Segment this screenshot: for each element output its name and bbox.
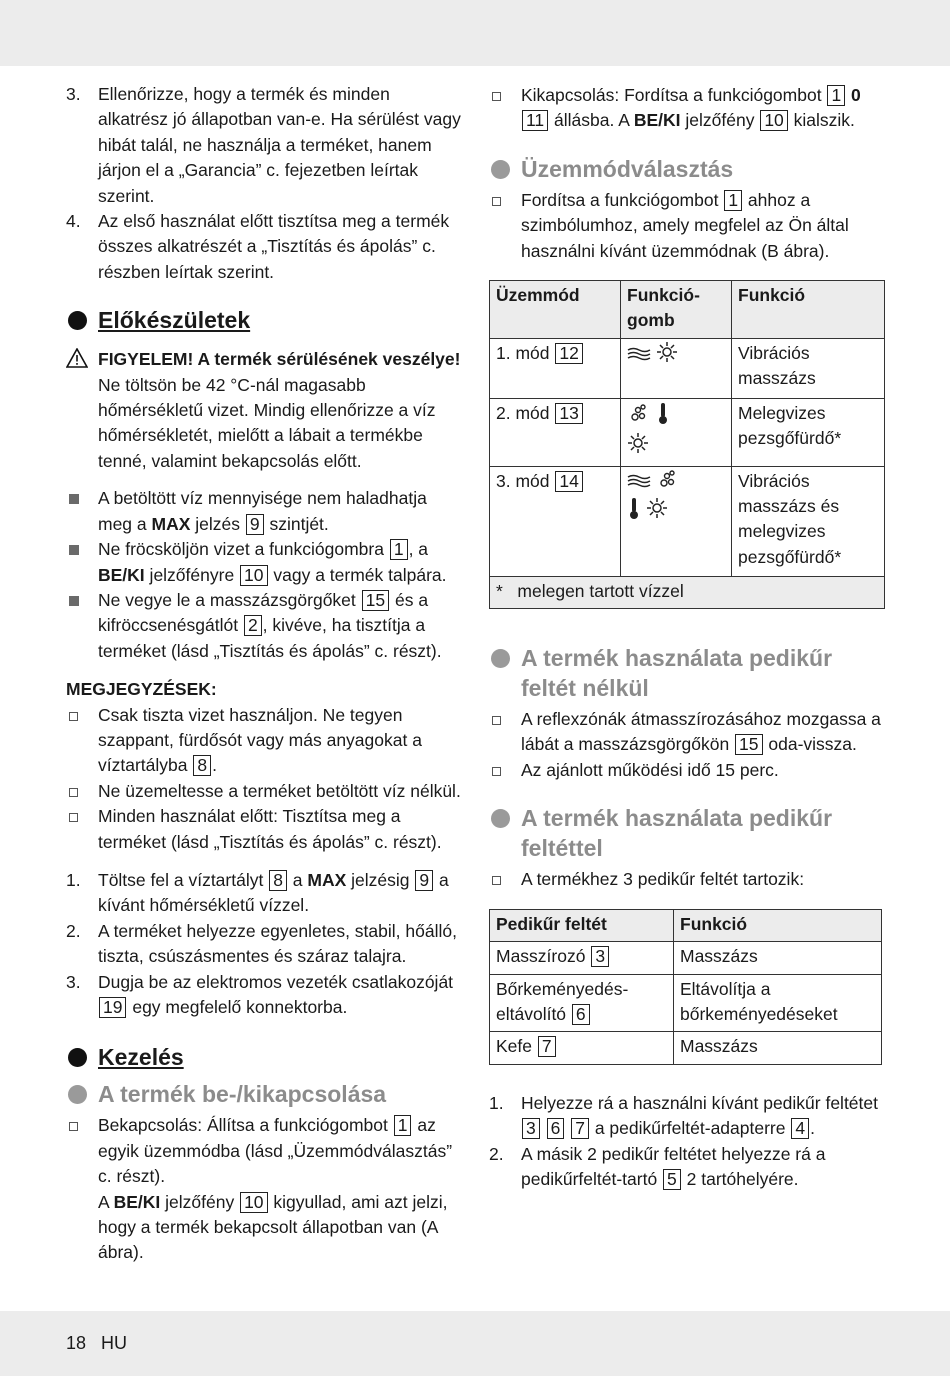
text: az egyik üzemmódba (lásd „Üzemmódválasztás” c. részt). <box>98 1115 453 1187</box>
part-number: 13 <box>555 403 582 424</box>
part-number: 14 <box>555 471 582 492</box>
page-number-value: 18 <box>66 1333 87 1353</box>
list-item <box>489 1091 885 1142</box>
checkbox-bullet-icon <box>69 788 78 797</box>
table-row <box>490 398 885 466</box>
checkbox-bullet-icon <box>492 197 501 206</box>
text: , a <box>408 539 429 560</box>
table-cell <box>621 398 732 466</box>
step-text: Ellenőrizze, hogy a termék és minden alkatrész jó állapotban van-e. Ha sérülést vagy hibát talál, ne használja a terméket, hanem járjon el a „Garancia” c. fejezetben leírtak szerint. <box>98 84 461 206</box>
checkbox-bullet-icon <box>69 813 78 822</box>
part-number: 1 <box>724 190 742 211</box>
list-item <box>489 758 885 783</box>
table-cell <box>490 974 674 1032</box>
text: Bekapcsolás: Állítsa a funkciógombot <box>98 1115 393 1136</box>
section-heading-use-without <box>489 643 885 703</box>
table-cell: Vibrációs masszázs és melegvizes pezsgőfürdő* <box>732 466 885 576</box>
checkbox-bullet-icon <box>69 712 78 721</box>
list-item <box>66 779 464 804</box>
table-header: Funkció <box>674 909 882 941</box>
part-number: 7 <box>571 1118 589 1139</box>
warning-triangle-icon <box>66 348 88 375</box>
pedicure-table <box>489 909 882 1065</box>
table-cell: Masszázs <box>674 942 882 974</box>
list-item <box>66 486 464 537</box>
table-header: Funkció-gomb <box>621 281 732 339</box>
list-item <box>66 1113 464 1265</box>
text: a kívánt hőmérsékletű vízzel. <box>98 869 449 916</box>
section-heading-operation <box>66 1042 464 1072</box>
text: ahhoz a szimbólumhoz, amely megfelel az Ön által használni kívánt üzemmódnak (B ábra). <box>521 189 849 261</box>
part-number: 10 <box>240 565 267 586</box>
square-bullet-icon <box>69 545 79 555</box>
text: szintjét. <box>264 513 329 534</box>
list-item <box>66 588 464 664</box>
list-item <box>66 703 464 779</box>
table-header-row <box>490 281 885 339</box>
part-number: 3 <box>522 1118 540 1139</box>
text: Csak tiszta vizet használjon. Ne tegyen szappant, fürdősót vagy más anyagokat a víztartályba <box>98 704 422 776</box>
bold-text: 0 <box>851 85 861 105</box>
part-number: 11 <box>522 110 548 131</box>
step-number: 4. <box>66 211 81 232</box>
part-number: 19 <box>99 997 126 1018</box>
text: Az ajánlott működési idő 15 perc. <box>521 759 779 780</box>
list-item <box>489 188 885 264</box>
list-item <box>66 209 464 285</box>
list-item <box>66 82 464 209</box>
text: Ne vegye le a masszázsgörgőket <box>98 589 361 610</box>
text: jelzőfény <box>160 1191 240 1212</box>
step-text: Az első használat előtt tisztítsa meg a termék összes alkatrészét a „Tisztítás és ápolás” c. részben leírtak szerint. <box>98 211 450 282</box>
square-bullet-icon <box>69 494 79 504</box>
table-row <box>490 338 885 398</box>
light-icon <box>627 432 649 461</box>
text: A <box>98 1191 114 1212</box>
checkbox-bullet-icon <box>492 767 501 776</box>
text: jelzőfény <box>680 110 760 131</box>
bullet-dot-icon <box>491 649 510 668</box>
bubbles-icon <box>627 403 651 430</box>
table-cell: Vibrációs masszázs <box>732 338 885 398</box>
table-header-row <box>490 909 882 941</box>
list-item <box>66 970 464 1021</box>
list-item <box>66 537 464 588</box>
text: egy megfelelő konnektorba. <box>127 997 348 1017</box>
step-number: 2. <box>66 920 81 941</box>
part-number: 6 <box>547 1118 565 1139</box>
heading-text: Kezelés <box>98 1044 184 1071</box>
numbered-list <box>489 1091 885 1193</box>
bold-text: BE/KI <box>98 564 145 585</box>
section-heading-mode <box>489 154 885 184</box>
text: jelzésig <box>346 869 415 890</box>
bullet-dot-icon <box>68 1085 87 1104</box>
header-band <box>0 0 950 66</box>
part-number: 8 <box>193 755 211 776</box>
list-item <box>489 1142 885 1193</box>
part-number: 15 <box>735 734 762 755</box>
text: A termékhez 3 pedikűr feltét tartozik: <box>521 869 805 890</box>
text: Ne fröcsköljön vizet a funkciógombra <box>98 539 389 560</box>
text: . <box>212 755 217 776</box>
light-icon <box>646 497 668 526</box>
attachment-name: Kefe <box>496 1036 532 1057</box>
text: A reflexzónák átmasszírozásához mozgassa a lábát a masszázsgörgőkön <box>521 709 881 755</box>
part-number: 12 <box>555 343 582 364</box>
text: kigyullad, ami azt jelzi, hogy a termék bekapcsolt állapotban van (A ábra). <box>98 1191 448 1263</box>
text: 2 tartóhelyére. <box>681 1168 799 1189</box>
part-number: 5 <box>663 1169 681 1190</box>
text: kialszik. <box>788 110 855 131</box>
list-item <box>66 868 464 919</box>
text: vagy a termék talpára. <box>268 564 447 585</box>
bullet-dot-icon <box>68 1048 87 1067</box>
table-cell: Masszázs <box>674 1032 882 1064</box>
table-cell <box>490 942 674 974</box>
part-number: 2 <box>244 615 262 636</box>
text: oda-vissza. <box>763 734 857 755</box>
warning-text: Ne töltsön be 42 °C-nál magasabb hőmérsékletű vizet. Mindig ellenőrizze a víz hőmérsékletét, mielőtt a lábait a termékbe tenné, valamint bekapcsolás előtt. <box>98 374 436 471</box>
language-code: HU <box>101 1333 128 1353</box>
table-row <box>490 466 885 576</box>
part-number: 15 <box>362 590 389 611</box>
step-number: 1. <box>489 1092 504 1113</box>
text: A másik 2 pedikűr feltétet helyezze rá a pedikűrfeltét-tartó <box>521 1143 826 1189</box>
table-cell <box>490 1032 674 1064</box>
bold-text: BE/KI <box>633 110 681 131</box>
page-number <box>66 1331 127 1356</box>
table-row <box>490 942 882 974</box>
table-header: Funkció <box>732 281 885 339</box>
heading-text: Üzemmódválasztás <box>521 155 734 182</box>
bold-text: BE/KI <box>113 1191 161 1212</box>
table-cell <box>490 398 621 466</box>
table-row <box>490 974 882 1032</box>
list-item <box>489 83 885 134</box>
text: a <box>287 869 308 890</box>
mode-label: 3. mód <box>496 470 550 491</box>
mode-label: 2. mód <box>496 402 550 423</box>
part-number: 1 <box>827 85 845 106</box>
notes-label: MEGJEGYZÉSEK: <box>66 679 217 700</box>
attachment-name: Masszírozó <box>496 946 586 967</box>
section-heading-use-with <box>489 803 885 863</box>
part-number: 1 <box>394 1115 412 1136</box>
table-cell <box>621 338 732 398</box>
text: jelzőfényre <box>144 564 240 585</box>
bold-text: MAX <box>307 869 347 890</box>
bold-text: MAX <box>151 513 191 534</box>
step-number: 1. <box>66 869 81 890</box>
mode-label: 1. mód <box>496 342 550 363</box>
vibration-icon <box>627 343 651 368</box>
table-cell: Melegvizes pezsgőfürdő* <box>732 398 885 466</box>
table-header: Pedikűr feltét <box>490 909 674 941</box>
heading-text: A termék használata pedikűr feltéttel <box>521 805 833 862</box>
footnote-text: melegen tartott vízzel <box>517 580 684 601</box>
bubbles-icon <box>656 469 680 496</box>
text: A betöltött víz mennyisége nem haladhatja meg a <box>98 488 427 534</box>
text: Fordítsa a funkciógombot <box>521 189 724 210</box>
text: Minden használat előtt: Tisztítsa meg a terméket (lásd „Tisztítás és ápolás” c. részt). <box>98 806 442 852</box>
step-number: 3. <box>66 971 81 992</box>
text: jelzés <box>190 513 245 534</box>
text: Dugja be az elektromos vezeték csatlakozóját <box>98 971 454 992</box>
part-number: 9 <box>246 514 264 535</box>
table-cell <box>490 338 621 398</box>
list-item <box>489 867 885 892</box>
footer-band <box>0 1311 950 1376</box>
part-number: 1 <box>390 539 408 560</box>
table-header: Üzemmód <box>490 281 621 339</box>
checkbox-bullet-icon <box>492 92 501 101</box>
text: Kikapcsolás: Fordítsa a funkciógombot <box>521 85 827 105</box>
thermometer-icon <box>627 496 641 527</box>
checkbox-bullet-icon <box>492 876 501 885</box>
right-column <box>489 83 885 1192</box>
step-number: 3. <box>66 84 81 104</box>
text: a pedikűrfeltét-adapterre <box>589 1118 791 1139</box>
table-note-row <box>490 576 885 608</box>
table-cell <box>621 466 732 576</box>
part-number: 9 <box>415 870 433 891</box>
part-number: 4 <box>791 1118 809 1139</box>
attachment-name: Bőrkeményedés-eltávolító <box>496 978 629 1024</box>
thermometer-icon <box>656 401 670 432</box>
numbered-list <box>66 868 464 1020</box>
list-item <box>489 707 885 758</box>
table-cell: Eltávolítja a bőrkeményedéseket <box>674 974 882 1032</box>
table-cell <box>490 466 621 576</box>
checkbox-bullet-icon <box>69 1122 78 1131</box>
text: és a kifröccsenésgátlót <box>98 589 429 636</box>
warning-block <box>66 347 464 474</box>
text: , kivéve, ha tisztítja a terméket (lásd „Tisztítás és ápolás” c. részt). <box>98 615 442 661</box>
section-heading-preparation <box>66 305 464 335</box>
bullet-dot-icon <box>491 809 510 828</box>
light-icon <box>656 341 678 370</box>
step-number: 2. <box>489 1143 504 1164</box>
text: A terméket helyezze egyenletes, stabil, hőálló, tiszta, csúszásmentes és száraz talajra. <box>98 920 457 967</box>
table-row <box>490 1032 882 1064</box>
part-number: 10 <box>760 110 787 131</box>
heading-text: A termék be-/kikapcsolása <box>98 1081 387 1108</box>
text: állásba. A <box>549 110 634 131</box>
list-item <box>66 919 464 970</box>
part-number: 3 <box>591 946 609 967</box>
text: Helyezze rá a használni kívánt pedikűr feltétet <box>521 1092 878 1113</box>
heading-text: Előkészületek <box>98 307 251 334</box>
bullet-dot-icon <box>68 311 87 330</box>
text: . <box>810 1118 815 1139</box>
left-column <box>66 82 464 1266</box>
part-number: 10 <box>240 1192 267 1213</box>
footnote-marker: * <box>496 580 503 601</box>
warning-title: FIGYELEM! A termék sérülésének veszélye! <box>98 349 461 370</box>
vibration-icon <box>627 470 651 495</box>
mode-table <box>489 280 885 609</box>
square-bullet-icon <box>69 596 79 606</box>
list-item <box>66 804 464 855</box>
part-number: 6 <box>572 1004 590 1025</box>
text: Ne üzemeltesse a terméket betöltött víz nélkül. <box>98 780 461 801</box>
checkbox-bullet-icon <box>492 716 501 725</box>
part-number: 7 <box>538 1036 556 1057</box>
text: Töltse fel a víztartályt <box>98 869 269 890</box>
part-number: 8 <box>269 870 287 891</box>
bullet-list <box>66 486 464 664</box>
bullet-dot-icon <box>491 160 510 179</box>
heading-text: A termék használata pedikűr feltét nélkül <box>521 645 833 702</box>
section-heading-onoff <box>66 1079 464 1109</box>
table-cell <box>490 576 885 608</box>
